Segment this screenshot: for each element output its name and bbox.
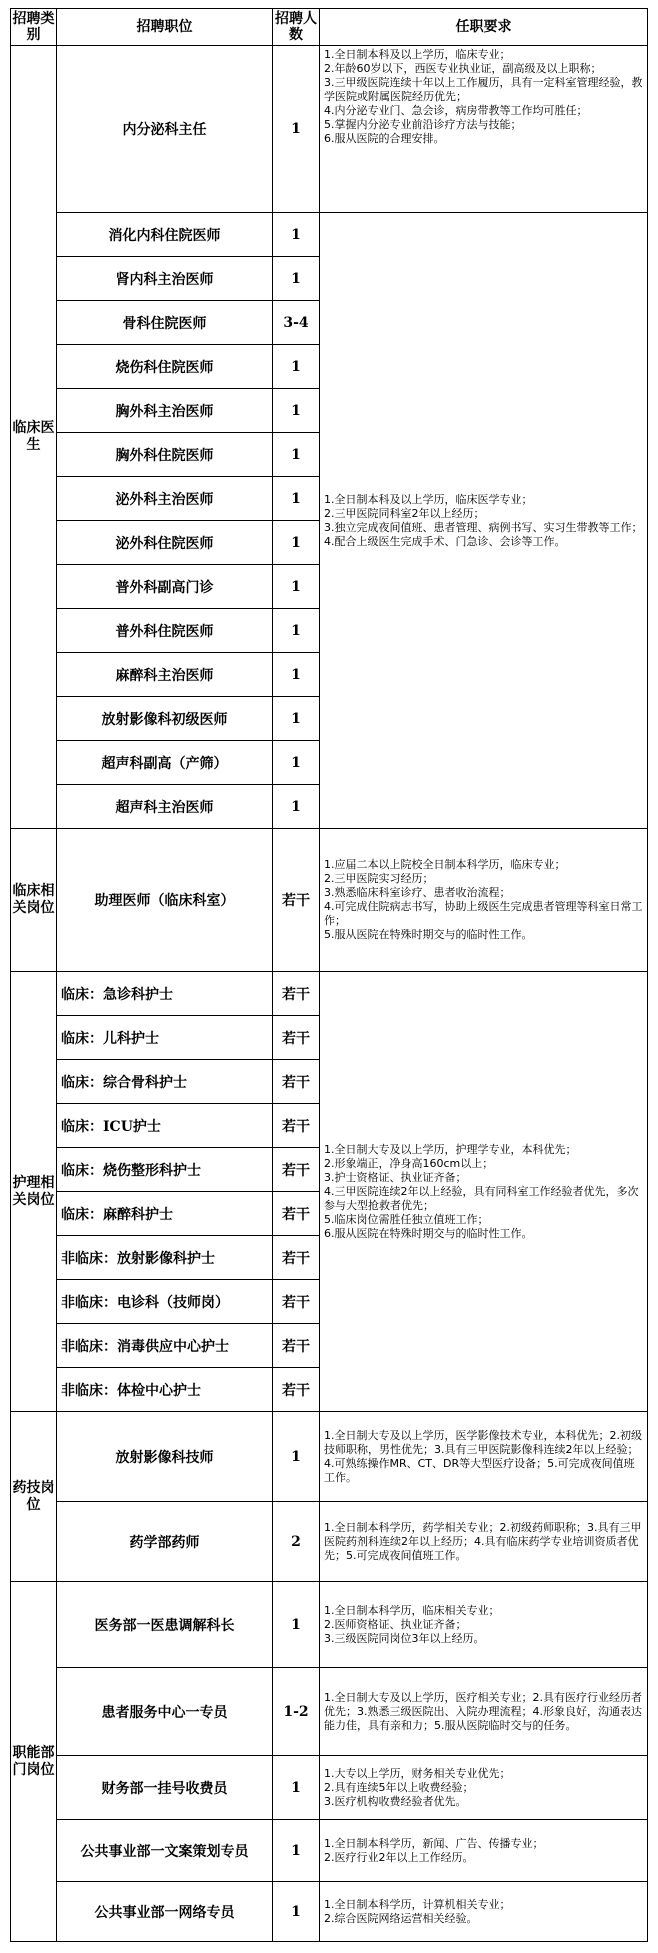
table-row: [11, 1668, 648, 1756]
requirement-line: 4.可完成住院病志书写，协助上级医生完成患者管理等科室日常工作；: [324, 900, 643, 927]
requirement-line: 5.临床岗位需胜任独立值班工作；: [324, 1212, 489, 1226]
table-row: [11, 1502, 648, 1582]
position-cell: 非临床：体检中心护士: [57, 1368, 273, 1412]
count-cell: 2: [273, 1502, 320, 1582]
requirement-line: 4.配合上级医生完成手术、门急诊、会诊等工作。: [324, 534, 566, 548]
requirement-line: 3.三甲级医院连续十年以上工作履历，具有一定科室管理经验，教学医院或附属医院经历优先；: [324, 76, 643, 103]
count-cell: 1: [273, 609, 320, 653]
position-cell: 肾内科主治医师: [57, 257, 273, 301]
requirement-line: 2.形象端正，净身高160cm以上；: [324, 1156, 494, 1170]
position-cell: 放射影像科技师: [57, 1412, 273, 1502]
requirements-cell: [320, 213, 648, 829]
count-cell: 1: [273, 1582, 320, 1668]
table-row: [11, 972, 648, 1016]
header-requirements: 任职要求: [320, 9, 648, 46]
requirement-line: 2.三甲医院实习经历；: [324, 872, 434, 885]
count-cell: 若干: [273, 1060, 320, 1104]
position-cell: 患者服务中心一专员: [57, 1668, 273, 1756]
count-cell: 1: [273, 345, 320, 389]
requirement-line: 1.全日制本科及以上学历，临床专业；: [324, 48, 511, 61]
count-cell: 若干: [273, 1104, 320, 1148]
position-cell: 非临床：放射影像科护士: [57, 1236, 273, 1280]
position-cell: 骨科住院医师: [57, 301, 273, 345]
category-pharmacy-tech: 药技岗位: [11, 1412, 57, 1582]
position-cell: 普外科副高门诊: [57, 565, 273, 609]
position-cell: 泌外科住院医师: [57, 521, 273, 565]
position-cell: 超声科副高（产筛）: [57, 741, 273, 785]
requirement-line: 3.熟悉临床科室诊疗、患者收治流程；: [324, 886, 511, 899]
table-row: [11, 1820, 648, 1882]
requirement-line: 3.护士资格证、执业证齐备；: [324, 1170, 467, 1184]
requirement-line: 2.三甲医院同科室2年以上经历；: [324, 506, 485, 520]
requirement-line: 2.医疗行业2年以上工作经历。: [324, 1850, 474, 1864]
requirements-cell: [320, 1582, 648, 1668]
position-cell: 临床：麻醉科护士: [57, 1192, 273, 1236]
position-cell: 临床：儿科护士: [57, 1016, 273, 1060]
category-clinical-doctor: 临床医生: [11, 46, 57, 829]
position-cell: 泌外科主治医师: [57, 477, 273, 521]
position-cell: 临床：ICU护士: [57, 1104, 273, 1148]
position-cell: 公共事业部一网络专员: [57, 1882, 273, 1942]
requirements-cell: [320, 1412, 648, 1502]
position-cell: 消化内科住院医师: [57, 213, 273, 257]
requirements-cell: [320, 1668, 648, 1756]
position-cell: 胸外科住院医师: [57, 433, 273, 477]
requirement-line: 1.全日制大专及以上学历，医疗相关专业；2.具有医疗行业经历者优先；3.熟悉三级医院出、入院办理流程；4.形象良好，沟通表达能力佳，具有亲和力；5.服从医院临时交与的任务。: [324, 1690, 642, 1732]
position-cell: 助理医师（临床科室）: [57, 829, 273, 972]
count-cell: 1: [273, 741, 320, 785]
table-row: [11, 1882, 648, 1942]
count-cell: 1: [273, 1412, 320, 1502]
requirement-line: 1.大专以上学历，财务相关专业优先；: [324, 1766, 511, 1780]
requirement-line: 1.全日制本科学历，药学相关专业；2.初级药师职称；3.具有三甲医院药剂科连续2年以上经历；4.具有临床药学专业培训资质者优先；5.可完成夜间值班工作。: [324, 1520, 642, 1562]
position-cell: 临床：烧伤整形科护士: [57, 1148, 273, 1192]
requirement-line: 4.内分泌专业门、急会诊，病房带教等工作均可胜任；: [324, 104, 588, 117]
table-row: [11, 46, 648, 213]
requirement-line: 1.应届二本以上院校全日制本科学历，临床专业；: [324, 858, 566, 871]
requirement-line: 6.服从医院的合理安排。: [324, 132, 445, 145]
position-cell: 超声科主治医师: [57, 785, 273, 829]
requirements-cell: [320, 972, 648, 1412]
requirement-line: 3.独立完成夜间值班、患者管理、病例书写、实习生带教等工作；: [324, 520, 643, 534]
position-cell: 内分泌科主任: [57, 46, 273, 213]
requirement-line: 1.全日制本科学历，新闻、广告、传播专业；: [324, 1836, 544, 1850]
position-cell: 公共事业部一文案策划专员: [57, 1820, 273, 1882]
count-cell: 1: [273, 46, 320, 213]
requirement-line: 2.医师资格证、执业证齐备；: [324, 1617, 467, 1631]
category-nursing: 护理相关岗位: [11, 972, 57, 1412]
position-cell: 药学部药师: [57, 1502, 273, 1582]
requirement-line: 1.全日制本科学历，计算机相关专业；: [324, 1897, 511, 1911]
header-row: [11, 9, 648, 46]
count-cell: 若干: [273, 1368, 320, 1412]
requirement-line: 2.综合医院网络运营相关经验。: [324, 1911, 478, 1925]
count-cell: 1: [273, 389, 320, 433]
header-category: 招聘类别: [11, 9, 57, 46]
count-cell: 1: [273, 653, 320, 697]
count-cell: 1-2: [273, 1668, 320, 1756]
position-cell: 临床：综合骨科护士: [57, 1060, 273, 1104]
header-count: 招聘人数: [273, 9, 320, 46]
count-cell: 1: [273, 565, 320, 609]
count-cell: 1: [273, 1820, 320, 1882]
requirement-line: 5.服从医院在特殊时期交与的临时性工作。: [324, 928, 533, 941]
count-cell: 1: [273, 1882, 320, 1942]
position-cell: 烧伤科住院医师: [57, 345, 273, 389]
count-cell: 若干: [273, 1236, 320, 1280]
requirements-cell: [320, 1820, 648, 1882]
requirement-line: 6.服从医院在特殊时期交与的临时性工作。: [324, 1226, 533, 1240]
count-cell: 1: [273, 1756, 320, 1820]
requirement-line: 1.全日制大专及以上学历，医学影像技术专业，本科优先；2.初级技师职称，男性优先；3.具有三甲医院影像科连续2年以上经验；4.可熟练操作MR、CT、DR等大型医疗设备；5.可完成夜间值班工作。: [324, 1428, 642, 1484]
position-cell: 临床：急诊科护士: [57, 972, 273, 1016]
requirements-cell: [320, 1882, 648, 1942]
count-cell: 若干: [273, 829, 320, 972]
position-cell: 胸外科主治医师: [57, 389, 273, 433]
position-cell: 普外科住院医师: [57, 609, 273, 653]
requirement-line: 3.三级医院同岗位3年以上经历。: [324, 1631, 485, 1645]
count-cell: 若干: [273, 1192, 320, 1236]
count-cell: 1: [273, 213, 320, 257]
table-row: [11, 213, 648, 257]
requirement-line: 5.掌握内分泌专业前沿诊疗方法与技能；: [324, 118, 522, 131]
table-row: [11, 1756, 648, 1820]
requirement-line: 2.具有连续5年以上收费经验；: [324, 1780, 474, 1794]
position-cell: 非临床：消毒供应中心护士: [57, 1324, 273, 1368]
header-position: 招聘职位: [57, 9, 273, 46]
count-cell: 若干: [273, 1324, 320, 1368]
requirement-line: 2.年龄60岁以下，西医专业执业证，副高级及以上职称；: [324, 62, 602, 75]
recruitment-table: [10, 8, 648, 1942]
count-cell: 1: [273, 785, 320, 829]
count-cell: 1: [273, 477, 320, 521]
count-cell: 1: [273, 521, 320, 565]
count-cell: 若干: [273, 1016, 320, 1060]
requirement-line: 1.全日制大专及以上学历，护理学专业，本科优先；: [324, 1142, 577, 1156]
requirements-cell: [320, 829, 648, 972]
category-functional-dept: 职能部门岗位: [11, 1582, 57, 1942]
count-cell: 若干: [273, 1148, 320, 1192]
requirement-line: 4.三甲医院连续2年以上经验，具有同科室工作经验者优先，多次参与大型抢救者优先；: [324, 1184, 639, 1212]
count-cell: 1: [273, 697, 320, 741]
position-cell: 财务部一挂号收费员: [57, 1756, 273, 1820]
position-cell: 医务部一医患调解科长: [57, 1582, 273, 1668]
count-cell: 3-4: [273, 301, 320, 345]
position-cell: 放射影像科初级医师: [57, 697, 273, 741]
requirements-cell: [320, 1502, 648, 1582]
table-row: [11, 1582, 648, 1668]
requirements-cell: [320, 46, 648, 213]
requirement-line: 3.医疗机构收费经验者优先。: [324, 1794, 467, 1808]
table-row: [11, 829, 648, 972]
requirements-cell: [320, 1756, 648, 1820]
position-cell: 麻醉科主治医师: [57, 653, 273, 697]
category-clinical-related: 临床相关岗位: [11, 829, 57, 972]
count-cell: 1: [273, 257, 320, 301]
position-cell: 非临床：电诊科（技师岗）: [57, 1280, 273, 1324]
count-cell: 若干: [273, 1280, 320, 1324]
table-row: [11, 1412, 648, 1502]
count-cell: 若干: [273, 972, 320, 1016]
count-cell: 1: [273, 433, 320, 477]
requirement-line: 1.全日制本科及以上学历，临床医学专业；: [324, 492, 533, 506]
requirement-line: 1.全日制本科学历，临床相关专业；: [324, 1603, 500, 1617]
